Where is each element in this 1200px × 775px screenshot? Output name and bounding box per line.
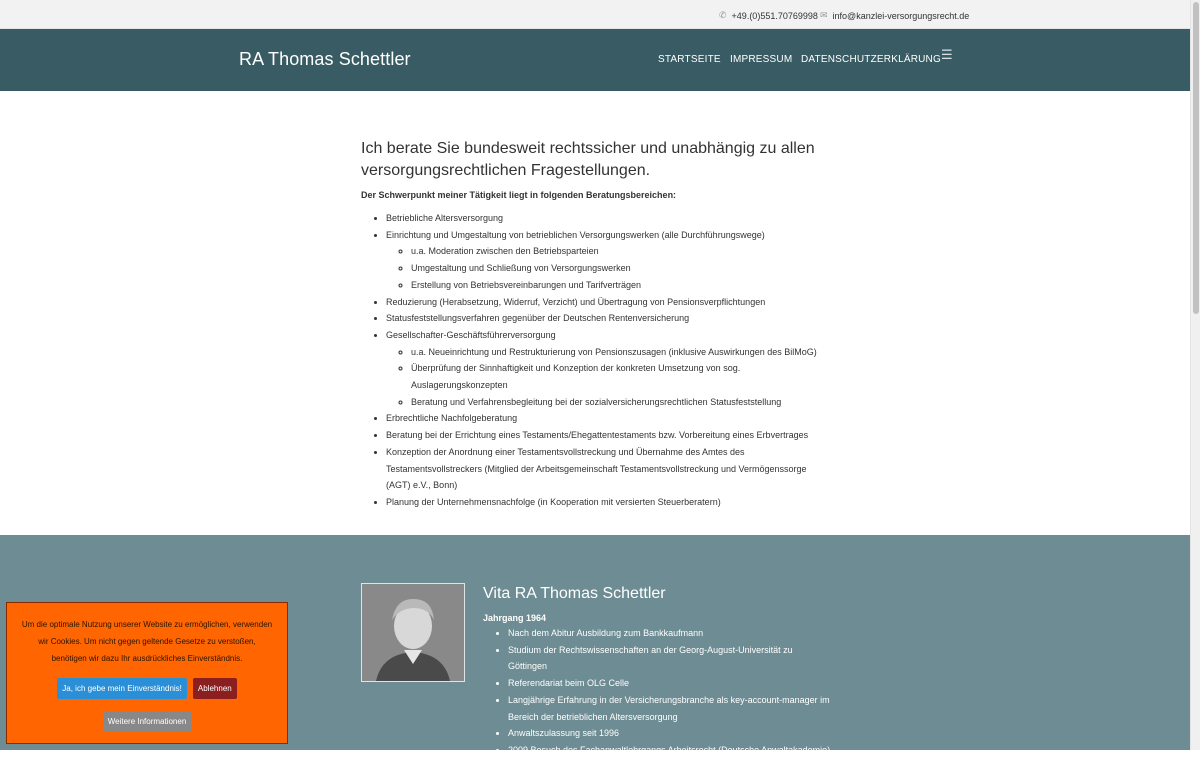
vita-item: • Nach dem Abitur Ausbildung zum Bankkaufmann	[508, 625, 833, 642]
sub-list-item: ◦ Überprüfung der Sinnhaftigkeit und Konzeption der konkreten Umsetzung von sog. Auslagerungskonzepten	[411, 360, 831, 393]
vita-item: • Referendariat beim OLG Celle	[508, 675, 833, 692]
sub-list-item: ◦ u.a. Moderation zwischen den Betriebsparteien	[411, 243, 831, 260]
list-item: • Beratung bei der Errichtung eines Testaments/Ehegattentestaments bzw. Vorbereitung eines Erbvertrages	[386, 427, 831, 444]
phone-contact[interactable]	[719, 10, 818, 21]
sub-list-item: ◦ u.a. Neueinrichtung und Restrukturierung von Pensionszusagen (inklusive Auswirkungen des BilMoG)	[411, 344, 831, 361]
cookie-accept-button[interactable]: Ja, ich gebe mein Einverständnis!	[57, 678, 187, 699]
cookie-text: Um die optimale Nutzung unserer Website zu ermöglichen, verwenden wir Cookies. Um nicht gegen geltende Gesetze zu verstoßen, benötigen wir dazu Ihr ausdrückliches Einverständnis.	[21, 620, 273, 663]
envelope-icon: ✉	[820, 10, 828, 20]
portrait-photo	[361, 583, 465, 682]
list-item: • Erbrechtliche Nachfolgeberatung	[386, 410, 831, 427]
list-item: • Einrichtung und Umgestaltung von betrieblichen Versorgungswerken (alle Durchführungswege) ◦ u.a. Moderation zwischen den Betriebsparteien ◦ Umgestaltung und Schließung von Versorgungswerken ◦ Erstellung von Betriebsvereinbarungen und Tarifverträgen	[386, 227, 831, 294]
vita-year: Jahrgang 1964	[483, 613, 547, 623]
list-item: • Betriebliche Altersversorgung	[386, 210, 831, 227]
vita-item: • 2009 Besuch des Fachanwaltlehrgangs Arbeitsrecht (Deutsche Anwaltakademie)	[508, 742, 833, 759]
site-header	[0, 29, 1190, 91]
nav-datenschutz[interactable]: DATENSCHUTZERKLÄRUNG	[801, 54, 941, 65]
cookie-decline-button[interactable]: Ablehnen	[193, 678, 237, 699]
main-heading: Ich berate Sie bundesweit rechtssicher und unabhängig zu allen versorgungsrechtlichen Fragestellungen.	[361, 140, 815, 179]
vita-item: • Langjährige Erfahrung in der Versicherungsbranche als key-account-manager im Bereich der betrieblichen Altersversorgung	[508, 692, 833, 725]
cookie-more-info-button[interactable]: Weitere Informationen	[103, 711, 192, 732]
phone-number[interactable]: +49.(0)551.70769998	[731, 10, 818, 21]
cookie-banner	[6, 602, 288, 744]
email-address[interactable]: info@kanzlei-versorgungsrecht.de	[832, 10, 970, 21]
sub-list	[386, 243, 831, 293]
list-item: • Konzeption der Anordnung einer Testamentsvollstreckung und Übernahme des Amtes des Testamentsvollstreckers (Mitglied der Arbeitsgemeinschaft Testamentsvollstreckung und Vermögenssorge (AGT) e.V., Bonn)	[386, 444, 831, 494]
sub-list-item: ◦ Erstellung von Betriebsvereinbarungen und Tarifverträgen	[411, 277, 831, 294]
list-item: • Reduzierung (Herabsetzung, Widerruf, Verzicht) und Übertragung von Pensionsverpflichtungen	[386, 294, 831, 311]
email-contact[interactable]	[820, 10, 969, 21]
hamburger-icon[interactable]: ☰	[941, 47, 953, 62]
site-brand[interactable]: RA Thomas Schettler	[239, 49, 411, 69]
page-scrollbar[interactable]	[1190, 0, 1200, 750]
sub-list-item: ◦ Umgestaltung und Schließung von Versorgungswerken	[411, 260, 831, 277]
list-item: • Statusfeststellungsverfahren gegenüber der Deutschen Rentenversicherung	[386, 310, 831, 327]
lead-text: Der Schwerpunkt meiner Tätigkeit liegt in folgenden Beratungsbereichen:	[361, 190, 677, 200]
list-item: • Planung der Unternehmensnachfolge (in Kooperation mit versierten Steuerberatern)	[386, 494, 831, 511]
nav-startseite[interactable]: STARTSEITE	[658, 54, 721, 65]
vita-item: • 2010 Besuch des Fachanwaltlehrgangs Erbrecht (Deutsche Anwaltakademie)	[508, 759, 833, 775]
phone-icon: ✆	[719, 10, 727, 20]
vita-item: • Anwaltszulassung seit 1996	[508, 725, 833, 742]
sub-list-item: ◦ Beratung und Verfahrensbegleitung bei der sozialversicherungsrechtlichen Statusfeststellung	[411, 394, 831, 411]
vita-title: Vita RA Thomas Schettler	[483, 585, 666, 602]
vita-list	[483, 625, 833, 775]
list-item: • Gesellschafter-Geschäftsführerversorgung ◦ u.a. Neueinrichtung und Restrukturierung von Pensionszusagen (inklusive Auswirkungen des BilMoG) ◦ Überprüfung der Sinnhaftigkeit und Konzeption der konkreten Umsetzung von sog. Auslagerungskonzepten ◦ Beratung und Verfahrensbegleitung bei der sozialversicherungsrechtlichen Statusfeststellung	[386, 327, 831, 411]
portrait-image	[362, 584, 464, 681]
cookie-buttons	[7, 678, 287, 699]
top-contact-bar	[0, 0, 1190, 29]
services-list	[361, 210, 831, 511]
scrollbar-thumb[interactable]	[1193, 2, 1199, 314]
vita-text	[483, 583, 833, 775]
main-content	[361, 138, 831, 511]
vita-item: • Studium der Rechtswissenschaften an der Georg-August-Universität zu Göttingen	[508, 642, 833, 675]
nav-impressum[interactable]: IMPRESSUM	[730, 54, 793, 65]
sub-list	[386, 344, 831, 411]
